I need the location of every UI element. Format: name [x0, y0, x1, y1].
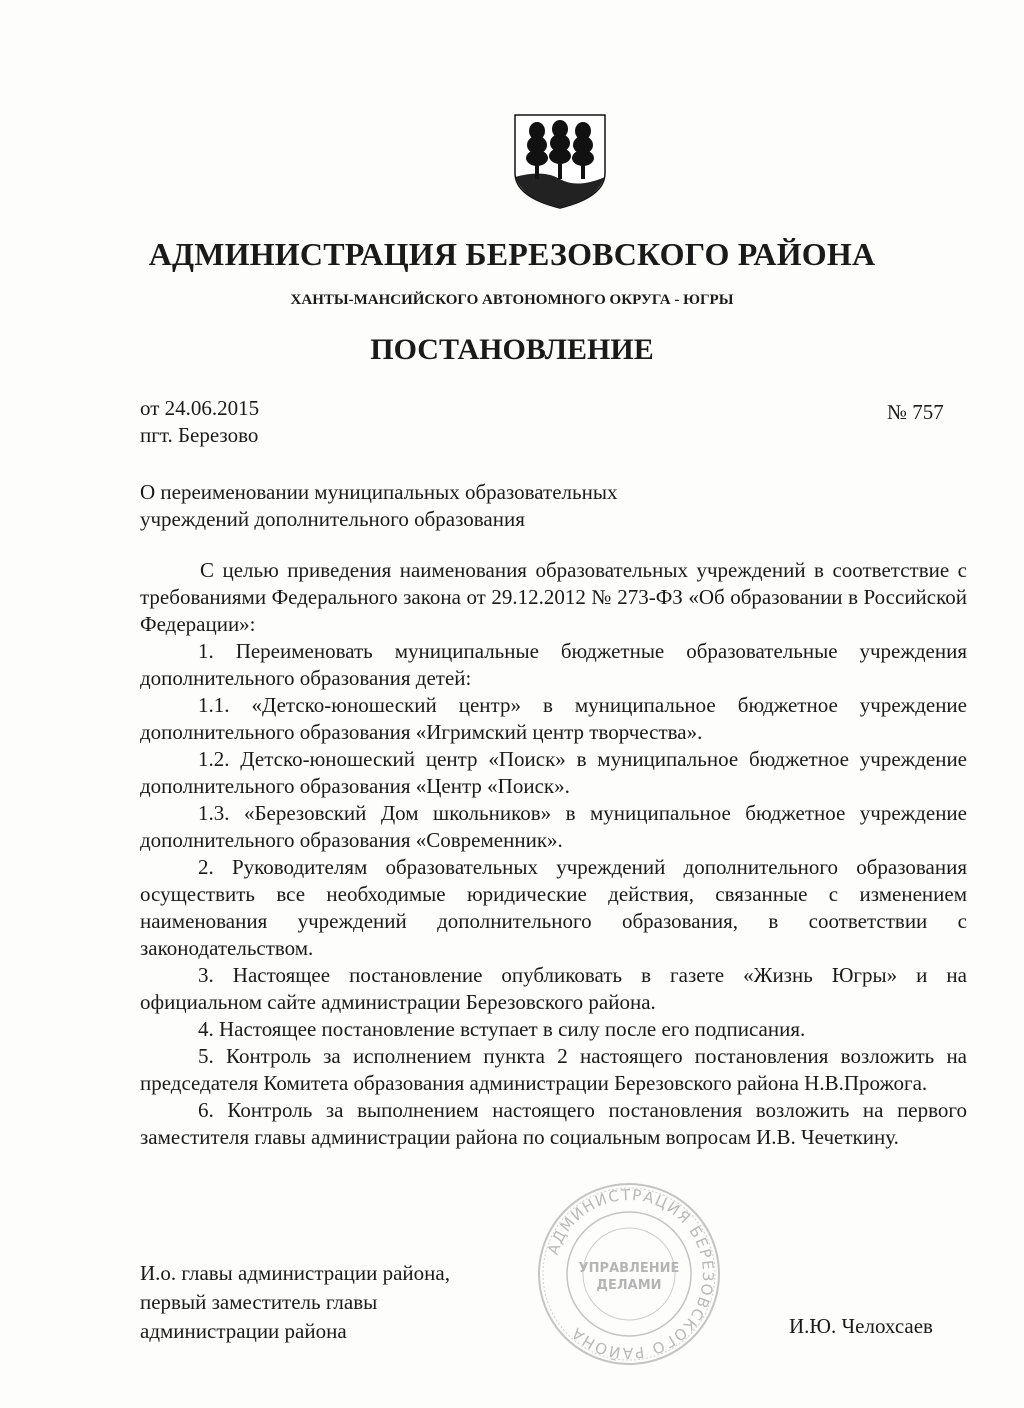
- document-number: № 757: [887, 400, 944, 424]
- clause-paragraph: 1.2. Детско-юношеский центр «Поиск» в муниципальное бюджетное учреждение дополнительного образования «Центр «Поиск».: [140, 747, 967, 798]
- clause-paragraph: 1.3. «Березовский Дом школьников» в муниципальное бюджетное учреждение дополнительного образования «Современник».: [140, 801, 967, 852]
- signatory-title: [140, 1259, 450, 1346]
- clause-paragraph: 1.1. «Детско-юношеский центр» в муниципальное бюджетное учреждение дополнительного образования «Игримский центр творчества».: [140, 693, 967, 744]
- organization-title: АДМИНИСТРАЦИЯ БЕРЕЗОВСКОГО РАЙОНА: [148, 236, 876, 272]
- document-place: пгт. Березово: [140, 423, 259, 447]
- document-subject: [140, 479, 740, 533]
- subject-line: учреждений дополнительного образования: [140, 507, 525, 531]
- coat-of-arms-icon: [513, 113, 607, 209]
- preamble-paragraph: С целью приведения наименования образовательных учреждений в соответствие с требованиями Федерального закона от 29.12.2012 № 273-ФЗ «Об образовании в Российской Федерации»:: [140, 558, 967, 636]
- stamp-center-line: УПРАВЛЕНИЕ: [578, 1261, 680, 1276]
- stamp-icon: [536, 1181, 722, 1367]
- document-body: [140, 557, 967, 1151]
- subject-line: О переименовании муниципальных образовательных: [140, 480, 618, 504]
- signatory-name: И.Ю. Челохсаев: [789, 1314, 933, 1338]
- signatory-line: администрации района: [140, 1319, 347, 1343]
- signatory-line: И.о. главы администрации района,: [140, 1261, 450, 1285]
- signatory-line: первый заместитель главы: [140, 1290, 378, 1314]
- clause-paragraph: 3. Настоящее постановление опубликовать в газете «Жизнь Югры» и на официальном сайте администрации Березовского района.: [140, 963, 967, 1014]
- clause-paragraph: 4. Настоящее постановление вступает в силу после его подписания.: [198, 1017, 806, 1041]
- clause-paragraph: 2. Руководителям образовательных учреждений дополнительного образования осуществить все необходимые юридические действия, связанные с изменением наименования учреждений дополнительного образования, в соответствии с законодательством.: [140, 855, 967, 960]
- region-subtitle: ХАНТЫ-МАНСИЙСКОГО АВТОНОМНОГО ОКРУГА - ЮГРЫ: [290, 292, 734, 308]
- document-date: от 24.06.2015: [140, 396, 260, 420]
- stamp-center-line: ДЕЛАМИ: [596, 1278, 662, 1293]
- clause-paragraph: 6. Контроль за выполнением настоящего постановления возложить на первого заместителя главы администрации района по социальным вопросам И.В. Чечеткину.: [140, 1098, 967, 1149]
- stamp-ring-text: АДМИНИСТРАЦИЯ БЕРЕЗОВСКОГО РАЙОНА: [543, 1185, 718, 1363]
- clause-paragraph: 1. Переименовать муниципальные бюджетные образовательные учреждения дополнительного образования детей:: [140, 639, 967, 690]
- clause-paragraph: 5. Контроль за исполнением пункта 2 настоящего постановления возложить на председателя Комитета образования администрации Березовского района Н.В.Прожога.: [140, 1044, 967, 1095]
- document-type-heading: ПОСТАНОВЛЕНИЕ: [370, 333, 654, 366]
